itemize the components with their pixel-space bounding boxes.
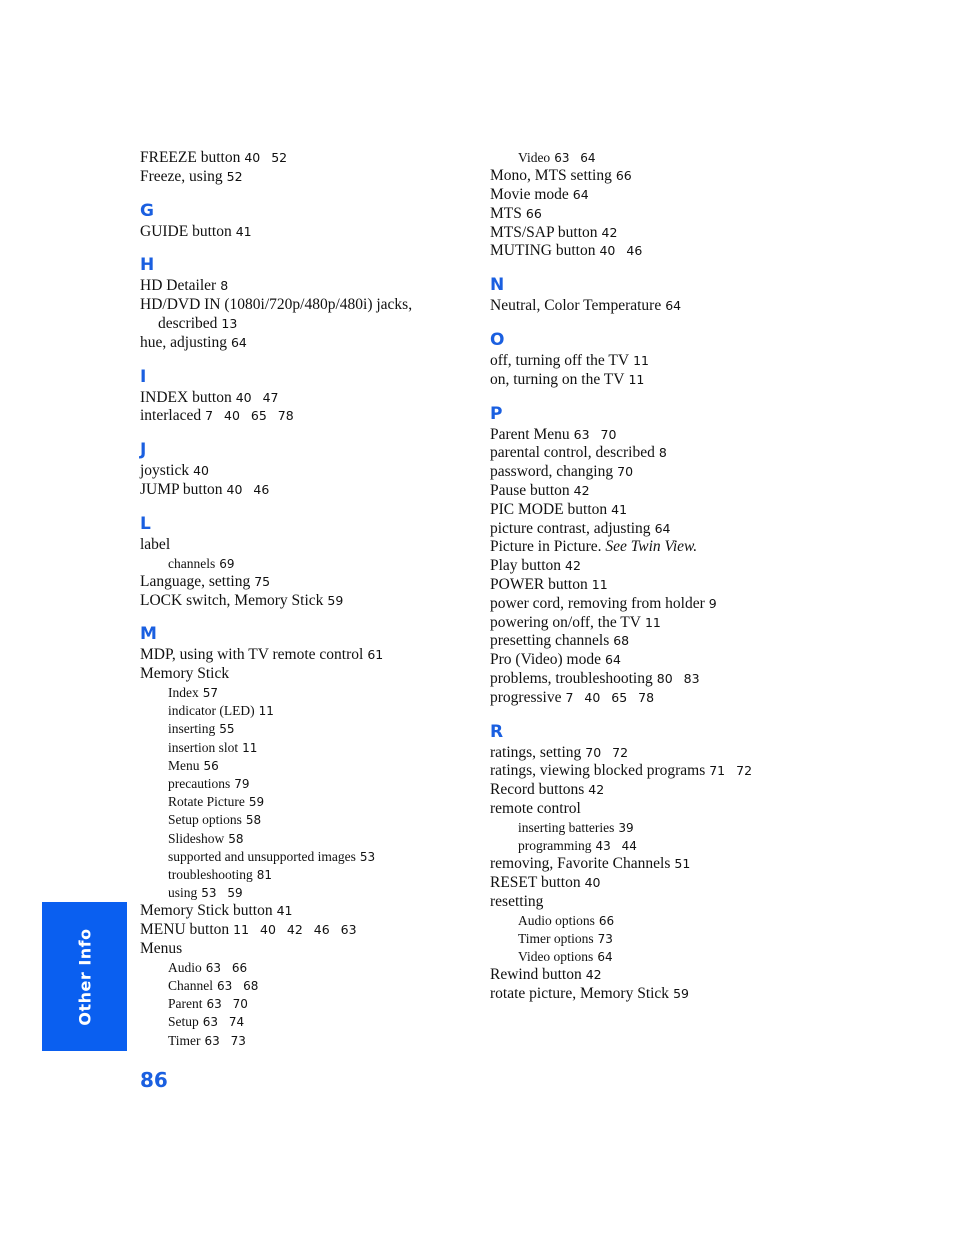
page-references: 42 (565, 558, 581, 574)
page-references: 61 (367, 647, 384, 663)
index-term: Memory Stick button (140, 902, 273, 920)
index-entry (490, 744, 810, 763)
index-term: Parent (168, 996, 203, 1012)
page-references: 64 (665, 298, 682, 314)
index-column-left (140, 149, 470, 1050)
index-subentry (140, 866, 470, 884)
index-entry (490, 670, 810, 689)
page-references: 41 (611, 501, 628, 517)
page-references: 40 47 (235, 389, 279, 405)
page-references: 40 (584, 874, 601, 890)
index-entry (490, 874, 810, 893)
index-entry (140, 902, 470, 921)
index-entry (490, 352, 810, 371)
index-subentry (140, 793, 470, 811)
index-entry (490, 371, 810, 390)
index-subentry (140, 848, 470, 866)
page-references: 63 70 (206, 997, 248, 1012)
index-subentry (140, 684, 470, 702)
index-entry (140, 573, 470, 592)
index-term: problems, troubleshooting (490, 669, 653, 687)
index-entry (490, 985, 810, 1004)
index-term: Audio options (518, 912, 595, 928)
page-references: 63 66 (205, 960, 248, 975)
page-references: 81 (256, 867, 273, 882)
page-references: 41 (276, 903, 293, 919)
index-subentry (140, 830, 470, 848)
index-entry (490, 557, 810, 576)
index-term: troubleshooting (168, 866, 253, 882)
index-entry (140, 921, 470, 940)
index-term: Rotate Picture (168, 794, 245, 810)
index-term: programming (518, 837, 592, 853)
index-term: power cord, removing from holder (490, 594, 705, 612)
page-references: 40 46 (226, 481, 270, 497)
index-term: Memory Stick (140, 665, 230, 683)
index-term: precautions (168, 775, 231, 791)
index-entry (140, 462, 470, 481)
page-references: 13 (221, 315, 238, 331)
index-term: label (140, 535, 171, 553)
index-entry (490, 186, 810, 205)
page-references: 42 (588, 782, 605, 798)
index-entry (490, 855, 810, 874)
index-entry (490, 224, 810, 243)
index-letter-heading: N (490, 275, 505, 296)
index-entry (140, 592, 470, 611)
page-references: 8 (220, 278, 229, 294)
page-references: 63 74 (202, 1015, 245, 1030)
index-term: insertion slot (168, 739, 239, 755)
index-entry (140, 277, 470, 296)
index-entry (140, 407, 470, 426)
see-reference: See Twin View. (605, 538, 698, 556)
page-references: 53 59 (201, 886, 243, 901)
page-references: 42 (585, 967, 602, 983)
index-subentry (490, 819, 810, 837)
index-term: removing, Favorite Channels (490, 855, 671, 873)
index-term: using (168, 885, 198, 901)
index-term: Picture in Picture. (490, 538, 602, 556)
index-subentry (140, 1032, 470, 1050)
index-term: password, changing (490, 463, 614, 481)
index-term: PIC MODE button (490, 500, 608, 518)
page-references: 63 64 (554, 151, 596, 165)
index-term: interlaced (140, 407, 202, 425)
index-entry (140, 536, 470, 555)
index-term: ratings, setting (490, 743, 582, 761)
index-term: POWER button (490, 575, 588, 593)
page-references: 8 (658, 445, 667, 461)
index-subentry (140, 977, 470, 995)
index-term: Audio (168, 959, 202, 975)
page-references: 51 (674, 856, 691, 872)
section-tab-label: Other Info (75, 927, 94, 1026)
index-term: LOCK switch, Memory Stick (140, 591, 324, 609)
index-subentry (140, 720, 470, 738)
index-subentry (490, 948, 810, 966)
index-subentry (140, 775, 470, 793)
index-term: Setup (168, 1014, 199, 1030)
index-term: ratings, viewing blocked programs (490, 762, 706, 780)
index-entry (490, 576, 810, 595)
index-entry (140, 223, 470, 242)
index-subentry (140, 757, 470, 775)
page-references: 64 (654, 520, 671, 536)
page-references: 42 (573, 482, 590, 498)
page-references: 64 (597, 949, 613, 964)
index-term: remote control (490, 799, 581, 817)
index-entry (490, 242, 810, 261)
index-term: Menu (168, 757, 200, 773)
page-references: 64 (605, 652, 621, 668)
index-term: JUMP button (140, 480, 223, 498)
index-entry (490, 651, 810, 670)
page-references: 64 (572, 187, 589, 202)
page-references: 63 70 (573, 426, 617, 442)
index-subentry (490, 930, 810, 948)
index-entry (490, 762, 810, 781)
index-term: inserting batteries (518, 819, 615, 835)
index-subentry (140, 884, 470, 902)
index-entry (490, 614, 810, 633)
index-entry (140, 334, 470, 353)
index-term: MENU button (140, 921, 230, 939)
index-term: progressive (490, 688, 562, 706)
index-term: presetting channels (490, 632, 610, 650)
index-term: Video (518, 150, 551, 165)
index-letter-heading: R (490, 721, 504, 742)
index-letter-heading: L (140, 513, 151, 534)
index-term: inserting (168, 721, 216, 737)
page-references: 75 (254, 573, 271, 589)
index-term: GUIDE button (140, 222, 232, 240)
page-references: 7 40 65 78 (565, 689, 655, 705)
page-references: 63 73 (204, 1033, 246, 1048)
index-letter-heading: O (490, 329, 505, 350)
index-term: Timer (168, 1032, 201, 1048)
index-subentry (140, 811, 470, 829)
index-letter-heading: P (490, 403, 503, 424)
index-entry (490, 426, 810, 445)
page-references: 43 44 (595, 838, 637, 853)
index-entry (490, 595, 810, 614)
index-entry (140, 646, 470, 665)
page-references: 66 (615, 168, 632, 184)
index-term: Timer options (518, 930, 594, 946)
index-term: Play button (490, 557, 562, 575)
index-term: Freeze, using (140, 167, 223, 185)
page-references: 55 (219, 722, 235, 737)
page-references: 59 (248, 795, 265, 810)
index-subentry (140, 959, 470, 977)
index-entry (140, 665, 470, 684)
index-term: Slideshow (168, 830, 225, 846)
index-subentry (140, 739, 470, 757)
index-letter-heading: M (140, 624, 157, 645)
index-entry (490, 538, 810, 557)
page-references: 52 (226, 168, 243, 184)
index-letter-heading: H (140, 255, 155, 276)
index-entry (140, 315, 470, 334)
index-term: described (158, 314, 218, 332)
index-column-right (490, 149, 810, 1004)
index-entry (140, 296, 470, 315)
page-references: 66 (598, 913, 615, 928)
index-term: Movie mode (490, 186, 569, 203)
page-references: 63 68 (217, 978, 259, 993)
index-term: Setup options (168, 812, 242, 828)
page-references: 58 (245, 813, 262, 828)
index-term: parental control, described (490, 444, 655, 462)
index-term: joystick (140, 462, 190, 480)
index-term: FREEZE button (140, 149, 241, 166)
index-entry (140, 481, 470, 500)
page-references: 57 (202, 685, 219, 700)
index-term: RESET button (490, 873, 581, 891)
index-term: Pro (Video) mode (490, 651, 601, 669)
index-term: hue, adjusting (140, 333, 227, 351)
page-references: 11 (628, 371, 645, 387)
index-subentry (140, 1013, 470, 1031)
index-subentry (140, 995, 470, 1013)
page-references: 39 (618, 820, 634, 835)
page-references: 70 (617, 464, 634, 480)
index-term: Menus (140, 939, 183, 957)
index-term: Record buttons (490, 781, 585, 799)
index-entry (490, 501, 810, 520)
index-term: Neutral, Color Temperature (490, 297, 662, 315)
index-term: powering on/off, the TV (490, 613, 641, 631)
index-entry (490, 482, 810, 501)
index-term: off, turning off the TV (490, 351, 630, 369)
index-entry (490, 167, 810, 186)
page-references: 42 (601, 224, 618, 240)
page-references: 11 (591, 576, 608, 592)
index-letter-heading: J (140, 440, 147, 461)
index-term: MDP, using with TV remote control (140, 646, 364, 664)
page-references: 11 (258, 704, 274, 719)
page-references: 70 72 (585, 744, 629, 760)
page-references: 68 (613, 633, 630, 649)
index-term: picture contrast, adjusting (490, 519, 651, 537)
index-entry (490, 520, 810, 539)
page-references: 56 (203, 758, 219, 773)
page-references: 66 (525, 205, 542, 221)
index-term: supported and unsupported images (168, 848, 356, 864)
index-term: Index (168, 684, 199, 700)
index-entry (140, 168, 470, 187)
index-entry (490, 689, 810, 708)
index-term: rotate picture, Memory Stick (490, 984, 670, 1002)
page-references: 7 40 65 78 (205, 408, 294, 424)
index-entry (140, 389, 470, 408)
index-term: HD Detailer (140, 277, 217, 295)
index-term: HD/DVD IN (1080i/720p/480p/480i) jacks, (140, 296, 413, 314)
page-references: 11 (644, 614, 661, 630)
page-references: 11 (242, 740, 258, 755)
index-subentry (140, 555, 470, 573)
index-entry (490, 966, 810, 985)
page-references: 40 52 (244, 150, 288, 165)
index-term: MTS/SAP button (490, 223, 598, 241)
index-term: Rewind button (490, 966, 582, 984)
page-references: 11 40 42 46 63 (233, 922, 357, 938)
page-references: 41 (235, 223, 252, 239)
section-tab (42, 902, 127, 1051)
page-references: 58 (228, 831, 244, 846)
page-references: 79 (234, 776, 250, 791)
page-references: 9 (708, 595, 717, 611)
index-subentry (490, 912, 810, 930)
page-references: 64 (230, 334, 247, 350)
index-term: Parent Menu (490, 425, 570, 443)
index-term: MUTING button (490, 242, 596, 260)
page-references: 40 46 (599, 243, 643, 259)
index-letter-heading: G (140, 200, 154, 221)
index-subentry (140, 702, 470, 720)
index-term: INDEX button (140, 388, 232, 406)
index-entry (490, 800, 810, 819)
index-entry (140, 940, 470, 959)
index-subentry (490, 149, 810, 167)
index-term: Video options (518, 948, 594, 964)
index-entry (490, 205, 810, 224)
index-term: MTS (490, 204, 522, 222)
index-term: channels (168, 555, 216, 571)
page-references: 80 83 (656, 670, 700, 686)
page-references: 73 (597, 931, 613, 946)
index-entry (140, 149, 470, 168)
index-subentry (490, 837, 810, 855)
index-term: Pause button (490, 481, 570, 499)
index-term: indicator (LED) (168, 703, 255, 719)
page-references: 69 (219, 556, 235, 571)
index-entry (490, 463, 810, 482)
index-entry (490, 632, 810, 651)
index-entry (490, 297, 810, 316)
index-entry (490, 781, 810, 800)
index-entry (490, 444, 810, 463)
index-term: Language, setting (140, 572, 251, 590)
index-term: Channel (168, 977, 213, 993)
page-references: 40 (193, 463, 209, 479)
index-term: resetting (490, 892, 544, 910)
index-term: on, turning on the TV (490, 370, 625, 388)
page-references: 53 (359, 849, 376, 864)
page-references: 11 (633, 352, 649, 368)
index-term: Mono, MTS setting (490, 167, 612, 185)
index-letter-heading: I (140, 366, 147, 387)
page-references: 59 (673, 985, 689, 1001)
index-entry (490, 893, 810, 912)
page-number: 86 (140, 1068, 168, 1092)
page-references: 71 72 (709, 763, 753, 779)
page-references: 59 (327, 592, 344, 608)
